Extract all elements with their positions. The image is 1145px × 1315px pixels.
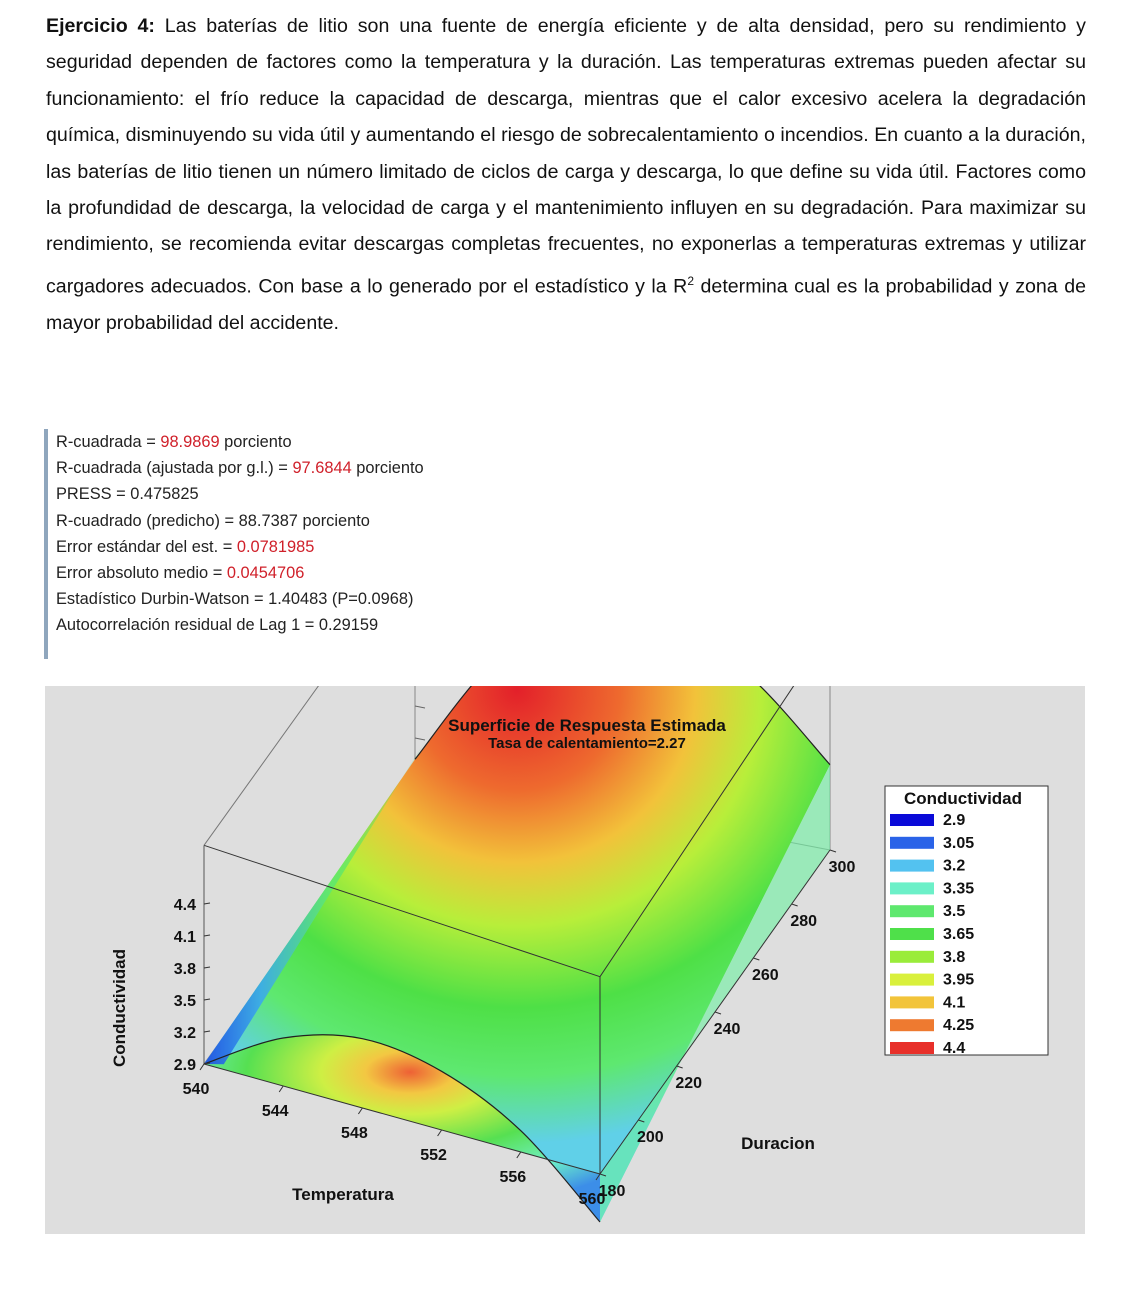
stat-label: Estadístico Durbin-Watson =: [56, 590, 269, 609]
chart-subtitle: Tasa de calentamiento=2.27: [488, 735, 686, 752]
x-tick-label: 560: [578, 1191, 606, 1208]
stat-row: [56, 612, 526, 638]
stat-value: 0.29159: [318, 616, 379, 635]
y-tick: [792, 904, 798, 906]
legend-label: 3.2: [943, 857, 966, 875]
chart-title: Superficie de Respuesta Estimada: [448, 716, 726, 735]
y-tick-label: 240: [713, 1021, 741, 1038]
stat-value: 0.0454706: [226, 564, 305, 583]
x-tick: [358, 1108, 362, 1114]
legend-title: Conductividad: [903, 789, 1023, 808]
legend-label: 4.4: [943, 1040, 966, 1057]
legend-label: 2.9: [943, 812, 966, 829]
stat-label: R-cuadrado (predicho) =: [56, 511, 239, 530]
exercise-body-1: Las baterías de litio son una fuente de energía eficiente y de alta densidad, pero su rendimiento y seguridad dependen de factores como la temperatura y la duración. Las temperaturas extremas pueden afectar su funcionamiento: el frío reduce la capacidad de descarga, mientras que el calor excesivo acelera la degradación química, disminuyendo su vida útil y aumentando el riesgo de sobrecalentamiento o incendios. En cuanto a la duración, las baterías de litio tienen un número limitado de ciclos de carga y descarga, lo que define su vida útil. Factores como la profundidad de descarga, la velocidad de carga y el mantenimiento influyen en su degradación. Para maximizar su rendimiento, se recomienda evitar descargas completas frecuentes, no exponerlas a temperaturas extremas y utilizar cargadores adecuados. Con base a lo generado por el estadístico y la R: [46, 15, 1086, 298]
x-tick-label: 544: [261, 1103, 289, 1120]
stat-value: 88.7387: [238, 511, 298, 530]
response-surface-chart: [45, 686, 1085, 1234]
z-tick: [204, 903, 210, 904]
z-tick-label: 4.4: [173, 897, 196, 914]
legend-box: [885, 786, 1048, 1055]
stat-row: [56, 429, 526, 455]
x-tick-label: 556: [499, 1169, 527, 1186]
stat-value: 1.40483: [268, 590, 328, 609]
legend-swatch: [890, 814, 934, 826]
stat-label: Error absoluto medio =: [56, 564, 227, 583]
x-tick: [279, 1086, 283, 1092]
stat-row: [56, 508, 526, 534]
z-tick: [204, 999, 210, 1000]
z-tick-label: 4.1: [173, 929, 196, 946]
chart-svg: [45, 686, 1085, 1234]
stat-value: 0.0781985: [236, 537, 315, 556]
z-tick-label: 3.2: [173, 1025, 196, 1042]
legend-label: 3.5: [943, 903, 966, 921]
y-tick-label: 300: [828, 859, 856, 876]
r-squared-superscript: 2: [687, 273, 695, 288]
z-tick: [204, 935, 210, 936]
legend-label: 4.25: [943, 1017, 975, 1035]
back-z-tick: [415, 738, 425, 740]
stat-suffix: porciento: [351, 459, 424, 478]
legend-label: 3.65: [943, 926, 975, 943]
x-tick: [438, 1130, 442, 1136]
legend-label: 3.8: [943, 948, 966, 966]
legend: [885, 786, 1048, 1057]
legend-swatch: [890, 996, 934, 1008]
stat-row: [56, 481, 526, 507]
legend-swatch: [890, 1042, 934, 1054]
stat-value: 97.6844: [292, 459, 352, 478]
x-tick: [517, 1152, 521, 1158]
stat-value: 0.475825: [130, 485, 199, 504]
z-tick-label: 3.8: [173, 961, 196, 978]
stat-row: [56, 455, 526, 481]
x-axis-title: Temperatura: [292, 1185, 394, 1204]
x-tick-label: 540: [182, 1081, 210, 1098]
stat-label: R-cuadrada (ajustada por g.l.) =: [56, 459, 293, 478]
legend-swatch: [890, 1019, 934, 1031]
exercise-label: Ejercicio 4:: [46, 15, 155, 37]
regression-stats-panel: [44, 429, 526, 659]
legend-swatch: [890, 837, 934, 849]
legend-label: 4.1: [943, 994, 966, 1012]
y-tick-label: 220: [675, 1075, 703, 1092]
back-z-tick: [415, 706, 425, 708]
legend-swatch: [890, 860, 934, 872]
z-tick: [204, 1031, 210, 1032]
y-tick: [753, 958, 759, 960]
legend-label: 3.05: [943, 834, 975, 852]
stat-value: 98.9869: [160, 433, 220, 451]
y-tick: [830, 850, 836, 852]
z-tick-label: 3.5: [173, 993, 196, 1010]
stat-suffix: (P=0.0968): [327, 590, 414, 609]
y-tick-label: 200: [636, 1129, 664, 1146]
legend-swatch: [890, 882, 934, 894]
exercise-body-2: determina cual es la probabilidad y zona de mayor probabilidad del accidente.: [46, 275, 1086, 334]
stat-label: R-cuadrada =: [56, 433, 161, 451]
legend-label: 3.35: [943, 880, 975, 898]
stat-suffix: porciento: [297, 511, 370, 530]
exercise-paragraph: [46, 8, 1086, 341]
exercise-text: [46, 8, 1086, 341]
stat-row: [56, 560, 526, 586]
stat-label: Error estándar del est. =: [56, 537, 237, 556]
z-axis-title: Conductividad: [110, 948, 129, 1068]
x-tick: [200, 1064, 204, 1070]
x-tick-label: 552: [420, 1147, 447, 1164]
legend-swatch: [890, 974, 934, 986]
legend-swatch: [890, 928, 934, 940]
z-tick-label: 2.9: [173, 1057, 196, 1074]
y-tick: [715, 1012, 721, 1014]
y-tick-label: 180: [598, 1183, 626, 1200]
x-tick-label: 548: [341, 1125, 368, 1142]
legend-swatch: [890, 951, 934, 963]
stat-label: Autocorrelación residual de Lag 1 =: [56, 616, 319, 635]
stat-suffix: porciento: [219, 433, 292, 451]
y-axis-title: Duracion: [741, 1134, 815, 1153]
z-tick: [204, 967, 210, 968]
legend-label: 3.95: [943, 971, 975, 989]
stat-row: [56, 534, 526, 560]
legend-swatch: [890, 905, 934, 917]
y-tick-label: 260: [751, 967, 779, 984]
stat-label: PRESS =: [56, 485, 131, 504]
y-tick-label: 280: [790, 913, 818, 930]
stat-row: [56, 586, 526, 612]
